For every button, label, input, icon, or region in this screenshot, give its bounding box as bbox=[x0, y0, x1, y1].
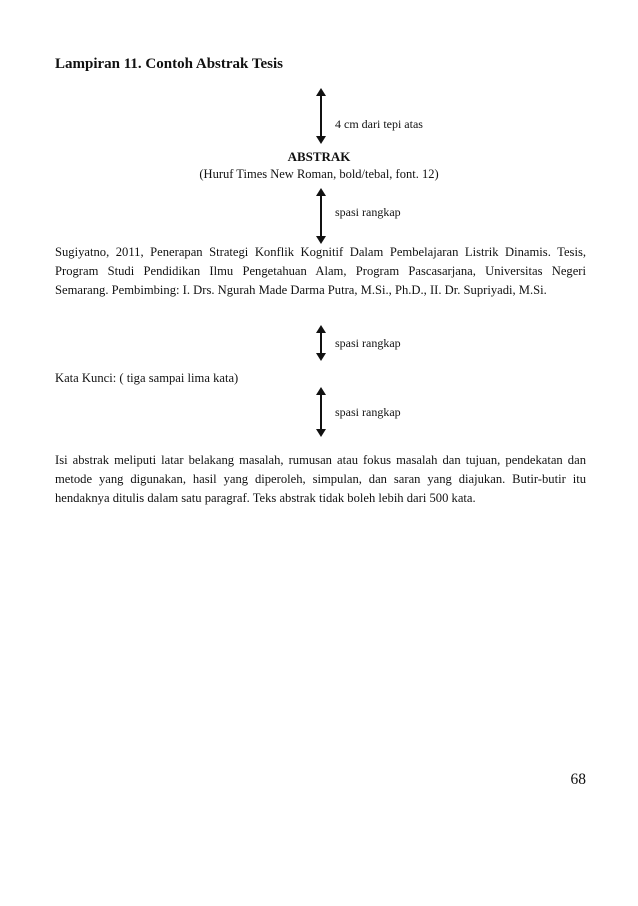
double-arrow-icon bbox=[314, 387, 328, 437]
abstract-subtitle: (Huruf Times New Roman, bold/tebal, font. 12) bbox=[199, 167, 439, 181]
spacing-note: spasi rangkap bbox=[335, 205, 401, 219]
double-arrow-icon bbox=[314, 88, 328, 144]
citation-paragraph: Sugiyatno, 2011, Penerapan Strategi Konflik Kognitif Dalam Pembelajaran Listrik Dinamis. Tesis, Program Studi Pendidikan Ilmu Pengetahuan Alam, Program Pascasarjana, Universitas Negeri Semarang. Pembimbing: I. Drs. Ngurah Made Darma Putra, M.Si., Ph.D., II. Dr. Supriyadi, M.Si. bbox=[55, 245, 586, 297]
abstract-title: ABSTRAK bbox=[287, 149, 351, 164]
abstract-body-paragraph: Isi abstrak meliputi latar belakang masalah, rumusan atau fokus masalah dan tujuan, pendekatan dan metode yang digunakan, hasil yang diperoleh, simpulan, dan saran yang diajukan. Butir-butir itu hendaknya ditulis dalam satu paragraf. Teks abstrak tidak boleh lebih dari 500 kata. bbox=[55, 453, 586, 505]
page-number: 68 bbox=[570, 771, 586, 788]
spacing-note: spasi rangkap bbox=[335, 336, 401, 350]
double-arrow-icon bbox=[314, 188, 328, 244]
keywords-line: Kata Kunci: ( tiga sampai lima kata) bbox=[55, 371, 239, 385]
appendix-heading: Lampiran 11. Contoh Abstrak Tesis bbox=[55, 56, 283, 72]
double-arrow-icon bbox=[314, 325, 328, 361]
spacing-note: spasi rangkap bbox=[335, 405, 401, 419]
top-margin-note: 4 cm dari tepi atas bbox=[335, 117, 423, 131]
